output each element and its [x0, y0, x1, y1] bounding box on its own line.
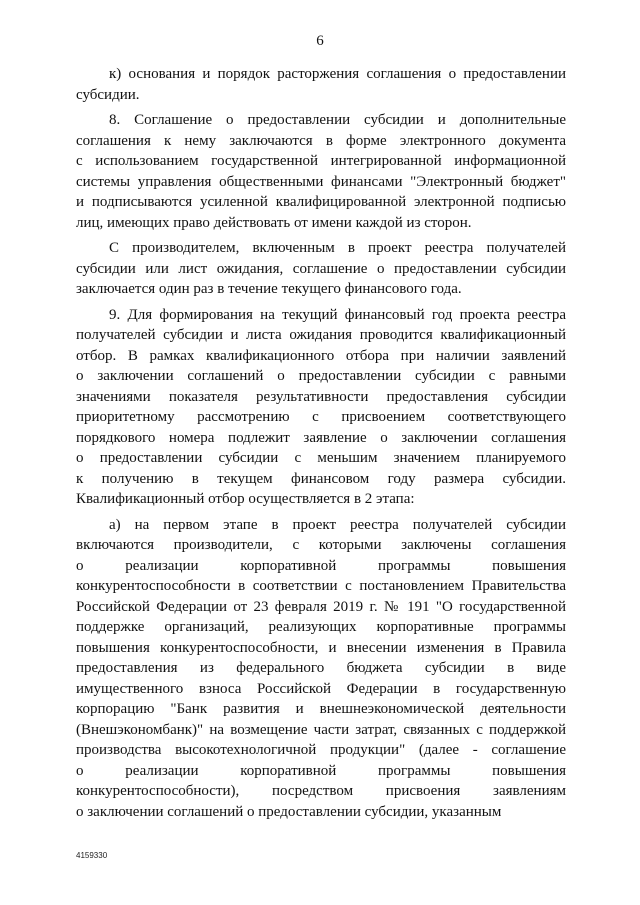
text-line: о заключении соглашений о предоставлении субсидии, указанным	[76, 803, 502, 820]
text-line: о реализации корпоративной программы повышения	[76, 557, 566, 574]
text-line: заключается один раз в течение текущего финансового года.	[76, 281, 462, 297]
text-line: субсидии или лист ожидания, соглашение о предоставлении субсидии	[76, 260, 566, 277]
text-line: соглашения к нему заключаются в форме электронного документа	[76, 132, 566, 149]
paragraph	[76, 64, 566, 105]
text-line: а) на первом этапе в проект реестра получателей субсидии	[109, 516, 566, 533]
document-code: 4159330	[76, 851, 108, 860]
text-line: субсидии.	[76, 86, 140, 103]
text-line: корпорацию "Банк развития и внешнеэкономической деятельности	[76, 701, 566, 717]
text-line: 9. Для формирования на текущий финансовый год проекта реестра	[109, 306, 566, 323]
text-line: с использованием государственной интегрированной информационной	[76, 153, 566, 169]
text-line: (Внешэкономбанк)" на возмещение части затрат, связанных с поддержкой	[76, 721, 566, 738]
text-line: лиц, имеющих право действовать от имени каждой из сторон.	[76, 214, 472, 231]
text-line: повышения конкурентоспособности, и внесении изменения в Правила	[76, 639, 566, 656]
text-line: Российской Федерации от 23 февраля 2019 г. № 191 "О государственной	[76, 598, 566, 615]
paragraph	[76, 238, 566, 300]
text-line: конкурентоспособности), посредством присвоения заявлениям	[76, 783, 566, 799]
text-line: предоставления из федерального бюджета субсидии в виде	[76, 660, 566, 676]
text-line: С производителем, включенным в проект реестра получателей	[109, 240, 566, 256]
paragraph	[76, 110, 566, 233]
text-line: и подписываются усиленной квалифицированной электронной подписью	[76, 194, 566, 210]
document-body	[76, 64, 566, 822]
page-number: 6	[316, 33, 324, 49]
text-line: о предоставлении субсидии с меньшим значением планируемого	[76, 450, 566, 466]
text-line: приоритетному рассмотрению с присвоением соответствующего	[76, 409, 566, 425]
text-line: отбор. В рамках квалификационного отбора при наличии заявлений	[76, 347, 566, 364]
text-line: порядкового номера подлежит заявление о заключении соглашения	[76, 429, 566, 446]
text-line: к) основания и порядок расторжения соглашения о предоставлении	[109, 66, 566, 82]
text-line: 8. Соглашение о предоставлении субсидии и дополнительные	[109, 112, 566, 128]
paragraph	[76, 305, 566, 510]
text-line: Квалификационный отбор осуществляется в 2 этапа:	[76, 491, 415, 507]
text-line: о заключении соглашений о предоставлении субсидии с равными	[76, 368, 566, 384]
paragraph	[76, 515, 566, 823]
text-line: производства высокотехнологичной продукции" (далее - соглашение	[76, 742, 566, 758]
text-line: системы управления общественными финансами "Электронный бюджет"	[76, 173, 566, 190]
text-line: включаются производители, с которыми заключены соглашения	[76, 537, 566, 553]
text-line: поддержке организаций, реализующих корпоративные программы	[76, 619, 566, 635]
text-line: конкурентоспособности в соответствии с постановлением Правительства	[76, 578, 566, 594]
text-line: имущественного взноса Российской Федерации в государственную	[76, 680, 566, 697]
text-line: значениями показателя результативности предоставления субсидии	[76, 388, 566, 405]
text-line: получателей субсидии и листа ожидания проводится квалификационный	[76, 327, 566, 343]
text-line: к получению в текущем финансовом году размера субсидии.	[76, 470, 566, 487]
text-line: о реализации корпоративной программы повышения	[76, 762, 566, 779]
